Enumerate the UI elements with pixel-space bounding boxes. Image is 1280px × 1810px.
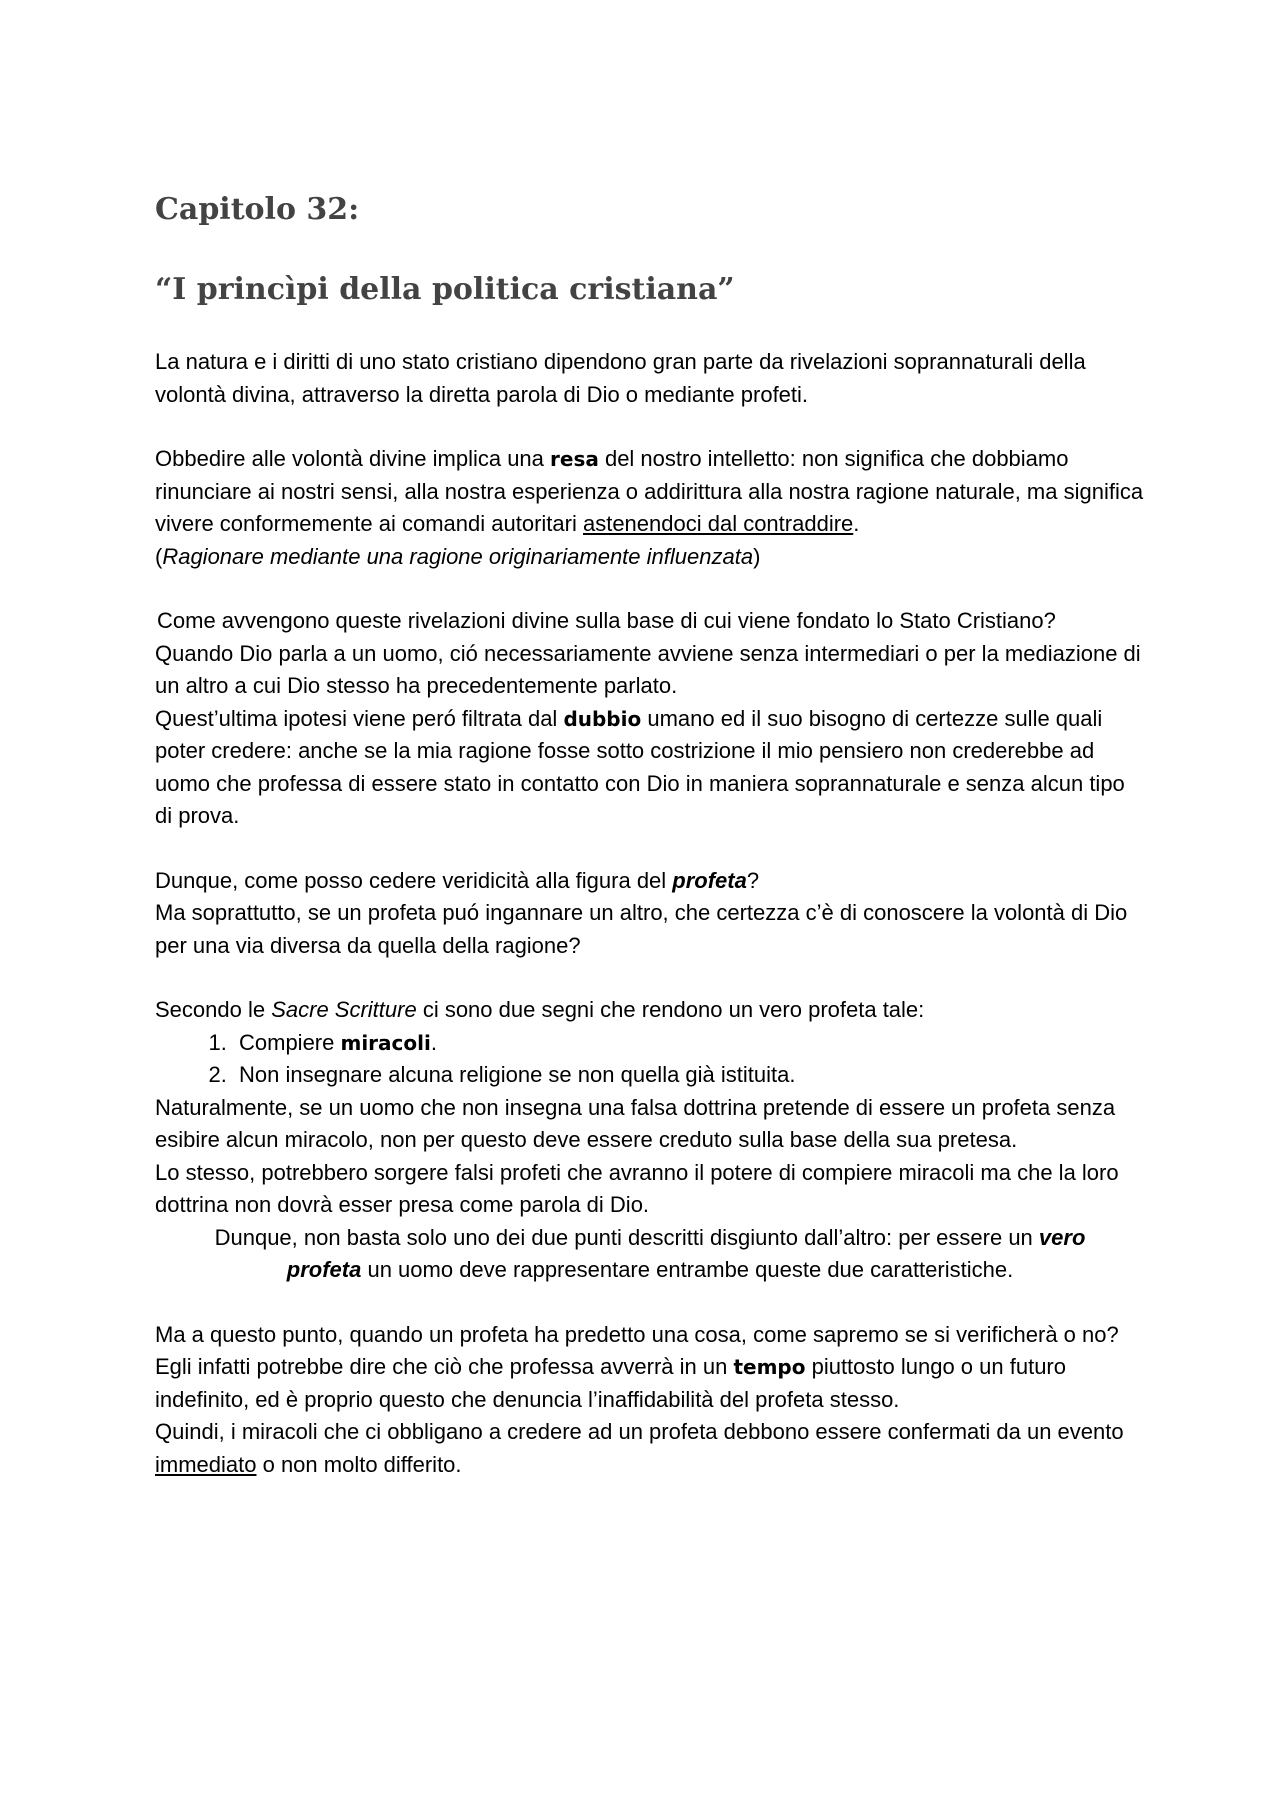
paragraph-god-speaks: Quando Dio parla a un uomo, ció necessariamente avviene senza intermediari o per la mediazione di un altro a cui Dio stesso ha precedentemente parlato. — [155, 640, 1141, 698]
paragraph-miracles-confirmed: Quindi, i miracoli che ci obbligano a credere ad un profeta debbono essere confermati da un evento immediato o non molto differito. — [155, 1419, 1124, 1477]
paragraph-time: Egli infatti potrebbe dire che ciò che professa avverrà in un tempo piuttosto lungo o un futuro indefinito, ed è proprio questo che denuncia l’inaffidabilità del profeta stesso. — [155, 1354, 1066, 1412]
underline-astenendoci: astenendoci dal contraddire — [582, 511, 854, 536]
paragraph-question: Come avvengono queste rivelazioni divine sulla base di cui viene fondato lo Stato Cristiano? — [157, 608, 1056, 633]
italic-sacre-scritture: Sacre Scritture — [271, 997, 417, 1022]
bold-italic-profeta: profeta — [672, 867, 747, 893]
paragraph-deceive: Ma soprattutto, se un profeta puó ingannare un altro, che certezza c’è di conoscere la volontà di Dio per una via diversa da quella della ragione? — [155, 900, 1128, 958]
paragraph-obedience: Obbedire alle volontà divine implica una resa del nostro intelletto: non significa che dobbiamo rinunciare ai nostri sensi, alla nostra esperienza o addirittura alla nostra ragione naturale, ma significa vivere conformemente ai comandi autoritari astenendoci dal contraddire. — [155, 446, 1144, 536]
paragraph-intro: La natura e i diritti di uno stato cristiano dipendono gran parte da rivelazioni soprannaturali della volontà divina, attraverso la diretta parola di Dio o mediante profeti. — [155, 349, 1086, 407]
underline-immediato: immediato — [155, 1451, 257, 1477]
italic-note: Ragionare mediante una ragione originariamente influenzata — [162, 543, 754, 569]
paragraph-centered-conclusion: Dunque, non basta solo uno dei due punti descritti disgiunto dall’altro: per essere un vero profeta un uomo deve rappresentare entrambe queste due caratteristiche. — [214, 1224, 1086, 1282]
paragraph-doubt: Quest’ultima ipotesi viene peró filtrata dal dubbio umano ed il suo bisogno di certezze sulle quali poter credere: anche se la mia ragione fosse sotto costrizione il mio pensiero non crederebbe ad uomo che professa di essere stato in contatto con Dio in maniera soprannaturale e senza alcun tipo di prova. — [155, 705, 1125, 828]
list-item: 2. Non insegnare alcuna religione se non quella già istituita. — [233, 1059, 1145, 1092]
bold-resa: resa — [550, 447, 599, 471]
paragraph-false-prophets: Lo stesso, potrebbero sorgere falsi profeti che avranno il potere di compiere miracoli ma che la loro dottrina non dovrà esser presa come parola di Dio. — [155, 1159, 1119, 1217]
paragraph-scriptures: Secondo le Sacre Scritture ci sono due segni che rendono un vero profeta tale: — [155, 997, 925, 1022]
signs-list — [155, 1027, 1145, 1092]
paragraph-prophet-question: Dunque, come posso cedere veridicità alla figura del profeta? — [155, 867, 760, 893]
bold-dubbio: dubbio — [563, 706, 642, 731]
bold-miracoli: miracoli — [340, 1030, 431, 1055]
chapter-title: “I princìpi della politica cristiana” — [155, 272, 735, 307]
paragraph-naturally: Naturalmente, se un uomo che non insegna una falsa dottrina pretende di essere un profeta senza esibire alcun miracolo, non per questo deve essere creduto sulla base della sua pretesa. — [155, 1094, 1116, 1152]
list-item: 1. Compiere miracoli. — [233, 1027, 1145, 1060]
document-page — [155, 190, 1145, 1481]
bold-tempo: tempo — [733, 1355, 806, 1379]
bold-italic-vero-profeta: vero profeta — [286, 1224, 1086, 1282]
chapter-heading: Capitolo 32: — [155, 192, 360, 227]
paragraph-prediction: Ma a questo punto, quando un profeta ha predetto una cosa, come sapremo se si verificherà o no? — [155, 1321, 1119, 1347]
paragraph-note: (Ragionare mediante una ragione originariamente influenzata) — [155, 543, 761, 569]
